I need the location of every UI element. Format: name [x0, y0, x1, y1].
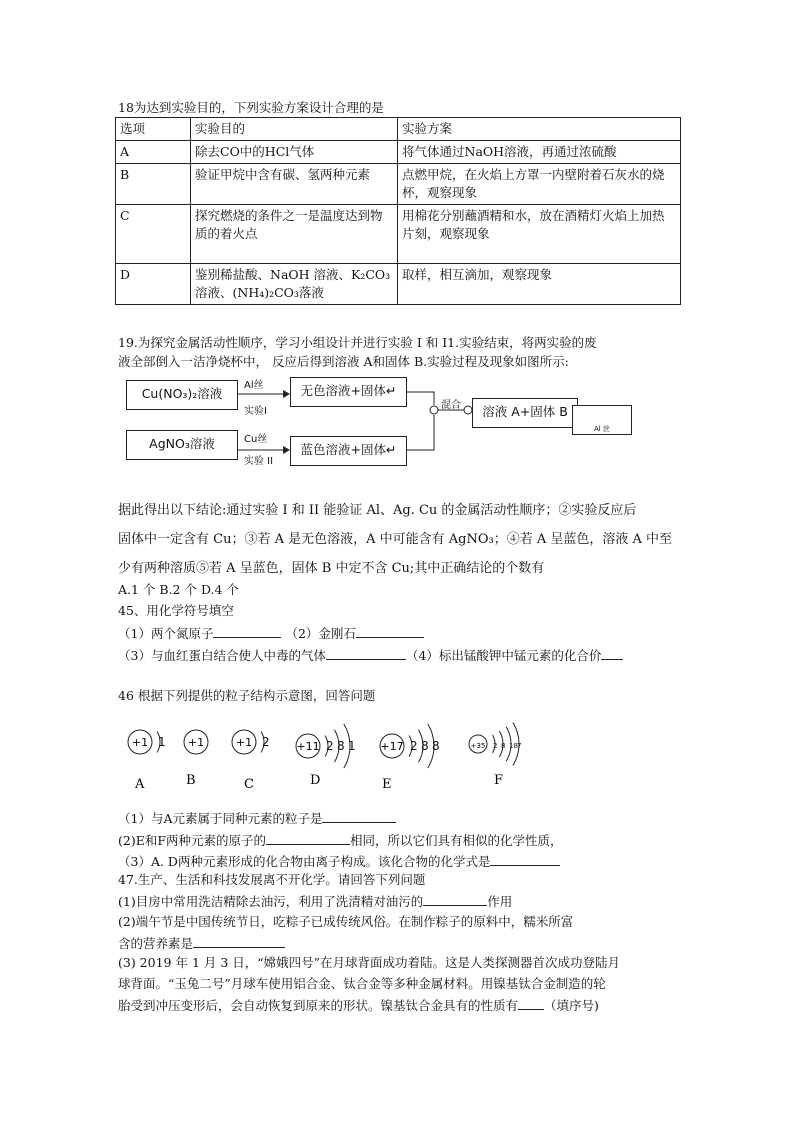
cu-wire-label: Cu丝	[244, 434, 268, 445]
q47-q3-line1: (3) 2019 年 1 月 3 日，“嫦娥四号”在月球背面成功着陆。这是人类探测器首次成功登陆月	[118, 955, 621, 970]
nucleus-charge: +1	[235, 736, 253, 749]
row-goal: 除去CO中的HCl气体	[191, 141, 398, 164]
row-plan: 用棉花分别蘸酒精和水，放在酒精灯火焰上加热片刻，观察现象	[398, 205, 681, 264]
cu-nitrate-solution-box: Cu(NO₃)₂溶液	[126, 380, 238, 410]
nucleus-charge: +35	[470, 742, 486, 750]
nucleus-charge: +1	[131, 736, 149, 749]
row-plan: 将气体通过NaOH溶液，再通过浓硫酸	[398, 141, 681, 164]
q46-q3	[118, 853, 560, 870]
q45-part1: （1）两个氮原子	[118, 626, 214, 641]
row-option: C	[116, 205, 191, 264]
q46-q2-text: (2)E和F两种元素的原子的	[118, 833, 267, 848]
atom-label: F	[494, 773, 504, 788]
q46-q2-text-end: 相同，所以它们具有相似的化学性质，	[350, 833, 563, 848]
row-option: B	[116, 164, 191, 205]
header-option: 选项	[116, 118, 191, 141]
atom-diagram-e	[380, 724, 440, 792]
answer-blank[interactable]	[322, 810, 396, 823]
atom-diagram-c	[232, 730, 270, 792]
q19-options: A.1 个 B.2 个 D.4 个	[118, 582, 239, 597]
atom-diagram-a	[128, 730, 166, 792]
q47-q1	[118, 893, 512, 910]
q45-part2: （2）金刚石	[285, 626, 356, 641]
q46-q1	[118, 810, 396, 827]
answer-blank[interactable]	[490, 853, 560, 866]
q46-title: 46 根据下列提供的粒子结构示意图，回答问题	[118, 688, 376, 703]
nucleus-charge: +17	[380, 740, 404, 753]
nucleus-charge: +11	[296, 740, 320, 753]
q18-title: 18为达到实验目的，下列实验方案设计合理的是	[118, 100, 384, 115]
al-wire-label: Al丝	[244, 380, 264, 391]
electron-count: 8	[501, 742, 506, 750]
electron-count: 1	[348, 739, 356, 753]
answer-blank[interactable]	[518, 997, 544, 1010]
row-goal: 探究燃烧的条件之一是温度达到物质的着火点	[191, 205, 398, 264]
q47-q1-text: (1)目房中常用洗洁精除去油污，利用了洗清精对油污的	[118, 894, 424, 909]
experiment-2-label: 实验 II	[244, 456, 274, 467]
q46-q3-text: （3）A. D两种元素形成的化合物由离子构成。该化合物的化学式是	[118, 854, 491, 869]
atom-label: D	[310, 773, 321, 788]
blue-solution-box: 蓝色溶液+固体↵	[290, 436, 407, 466]
q19-line2: 液全部倒入一洁净烧杯中， 反应后得到溶液 A和固体 B.实验过程及现象如图所示:	[118, 354, 569, 369]
atom-label: A	[135, 777, 145, 792]
atom-diagram-f	[469, 723, 521, 788]
q47-q1-text-end: 作用	[487, 894, 513, 909]
electron-count: 8	[432, 739, 440, 753]
electron-count: 18	[509, 742, 518, 750]
electron-count: 2	[410, 739, 418, 753]
q47-q2-line1: (2)端午节是中国传统节日，吃粽子已成传统风俗。在制作粽子的原料中，糯米所富	[118, 914, 574, 929]
q47-q3-text-end: （填序号)	[544, 998, 599, 1013]
answer-blank[interactable]	[193, 935, 285, 948]
row-plan: 点燃甲烷，在火焰上方罩一内壁附着石灰水的烧杯，观察现象	[398, 164, 681, 205]
atom-diagram-d	[296, 724, 356, 788]
q47-q3-text: 胎受到冲压变形后，会自动恢复到原来的形状。镍基钛合金具有的性质有	[118, 998, 519, 1013]
mix-label: 混合	[441, 400, 461, 411]
electron-count: 2	[493, 742, 498, 750]
atom-label: E	[382, 777, 392, 792]
q47-q2-line2	[118, 935, 285, 952]
q45-title: 45、用化学符号填空	[118, 603, 234, 618]
header-goal: 实验目的	[191, 118, 398, 141]
q19-line4: 固体中一定含有 Cu；③若 A 是无色溶液，A 中可能含有 AgNO₃；④若 A 呈蓝色，溶液 A 中至	[118, 532, 673, 547]
q45-part4: （4）标出锰酸钾中锰元素的化合价	[405, 648, 602, 663]
row-option: A	[116, 141, 191, 164]
q47-q3-line3	[118, 997, 599, 1014]
q46-q2	[118, 832, 563, 849]
electron-count: 2	[326, 739, 334, 753]
colorless-solution-box: 无色溶液+固体↵	[290, 377, 407, 407]
electron-count: 8	[337, 739, 345, 753]
solution-a-solid-b-box: 溶液 A+固体 B	[472, 398, 578, 428]
nucleus-charge: +1	[187, 736, 205, 749]
row-goal: 鉴别稀盐酸、NaOH 溶液、K₂CO₃溶液、(NH₄)₂CO₃落液	[191, 264, 398, 305]
al-wire-box: Al 丝	[572, 405, 632, 435]
q47-title: 47.生产、生活和科技发展离不开化学。请回答下列问题	[118, 872, 426, 887]
q19-line1: 19.为探究金属活动性顺序，学习小组设计并进行实验 I 和 I1.实验结束，将两实验的废	[118, 335, 597, 350]
q46-q1-text: （1）与A元素属于同种元素的粒子是	[118, 811, 323, 826]
electron-count: 7	[517, 742, 522, 750]
row-option: D	[116, 264, 191, 305]
experiment-1-label: 实验I	[244, 406, 267, 417]
header-plan: 实验方案	[398, 118, 681, 141]
row-goal: 验证甲烷中含有碳、氢两种元素	[191, 164, 398, 205]
q47-q3-line2: 球背面。“玉兔二号”月球车使用铝合金、钛合金等多种金属材料。用镍基钛合金制造的轮	[118, 976, 606, 991]
answer-blank[interactable]	[266, 832, 350, 845]
electron-count: 8	[421, 739, 429, 753]
answer-blank[interactable]	[423, 893, 487, 906]
atom-diagram-b	[184, 730, 208, 788]
agno3-solution-box: AgNO₃溶液	[126, 430, 238, 460]
q47-q2-text: 含的营养素是	[118, 936, 194, 951]
electron-count: 1	[158, 735, 166, 749]
electron-count: 2	[262, 735, 270, 749]
q45-part3: （3）与血红蛋白结合使人中毒的气体	[118, 648, 326, 663]
atom-label: C	[244, 777, 254, 792]
q19-line5: 少有两种溶质⑤若 A 呈蓝色，固体 B 中定不含 Cu;其中正确结论的个数有	[118, 561, 545, 576]
row-plan: 取样，相互滴加，观察现象	[398, 264, 681, 305]
atom-label: B	[186, 773, 196, 788]
q19-line3: 据此得出以下结论:通过实验 I 和 II 能验证 Al、Ag. Cu 的金属活动性顺序；②实验反应后	[118, 503, 637, 518]
